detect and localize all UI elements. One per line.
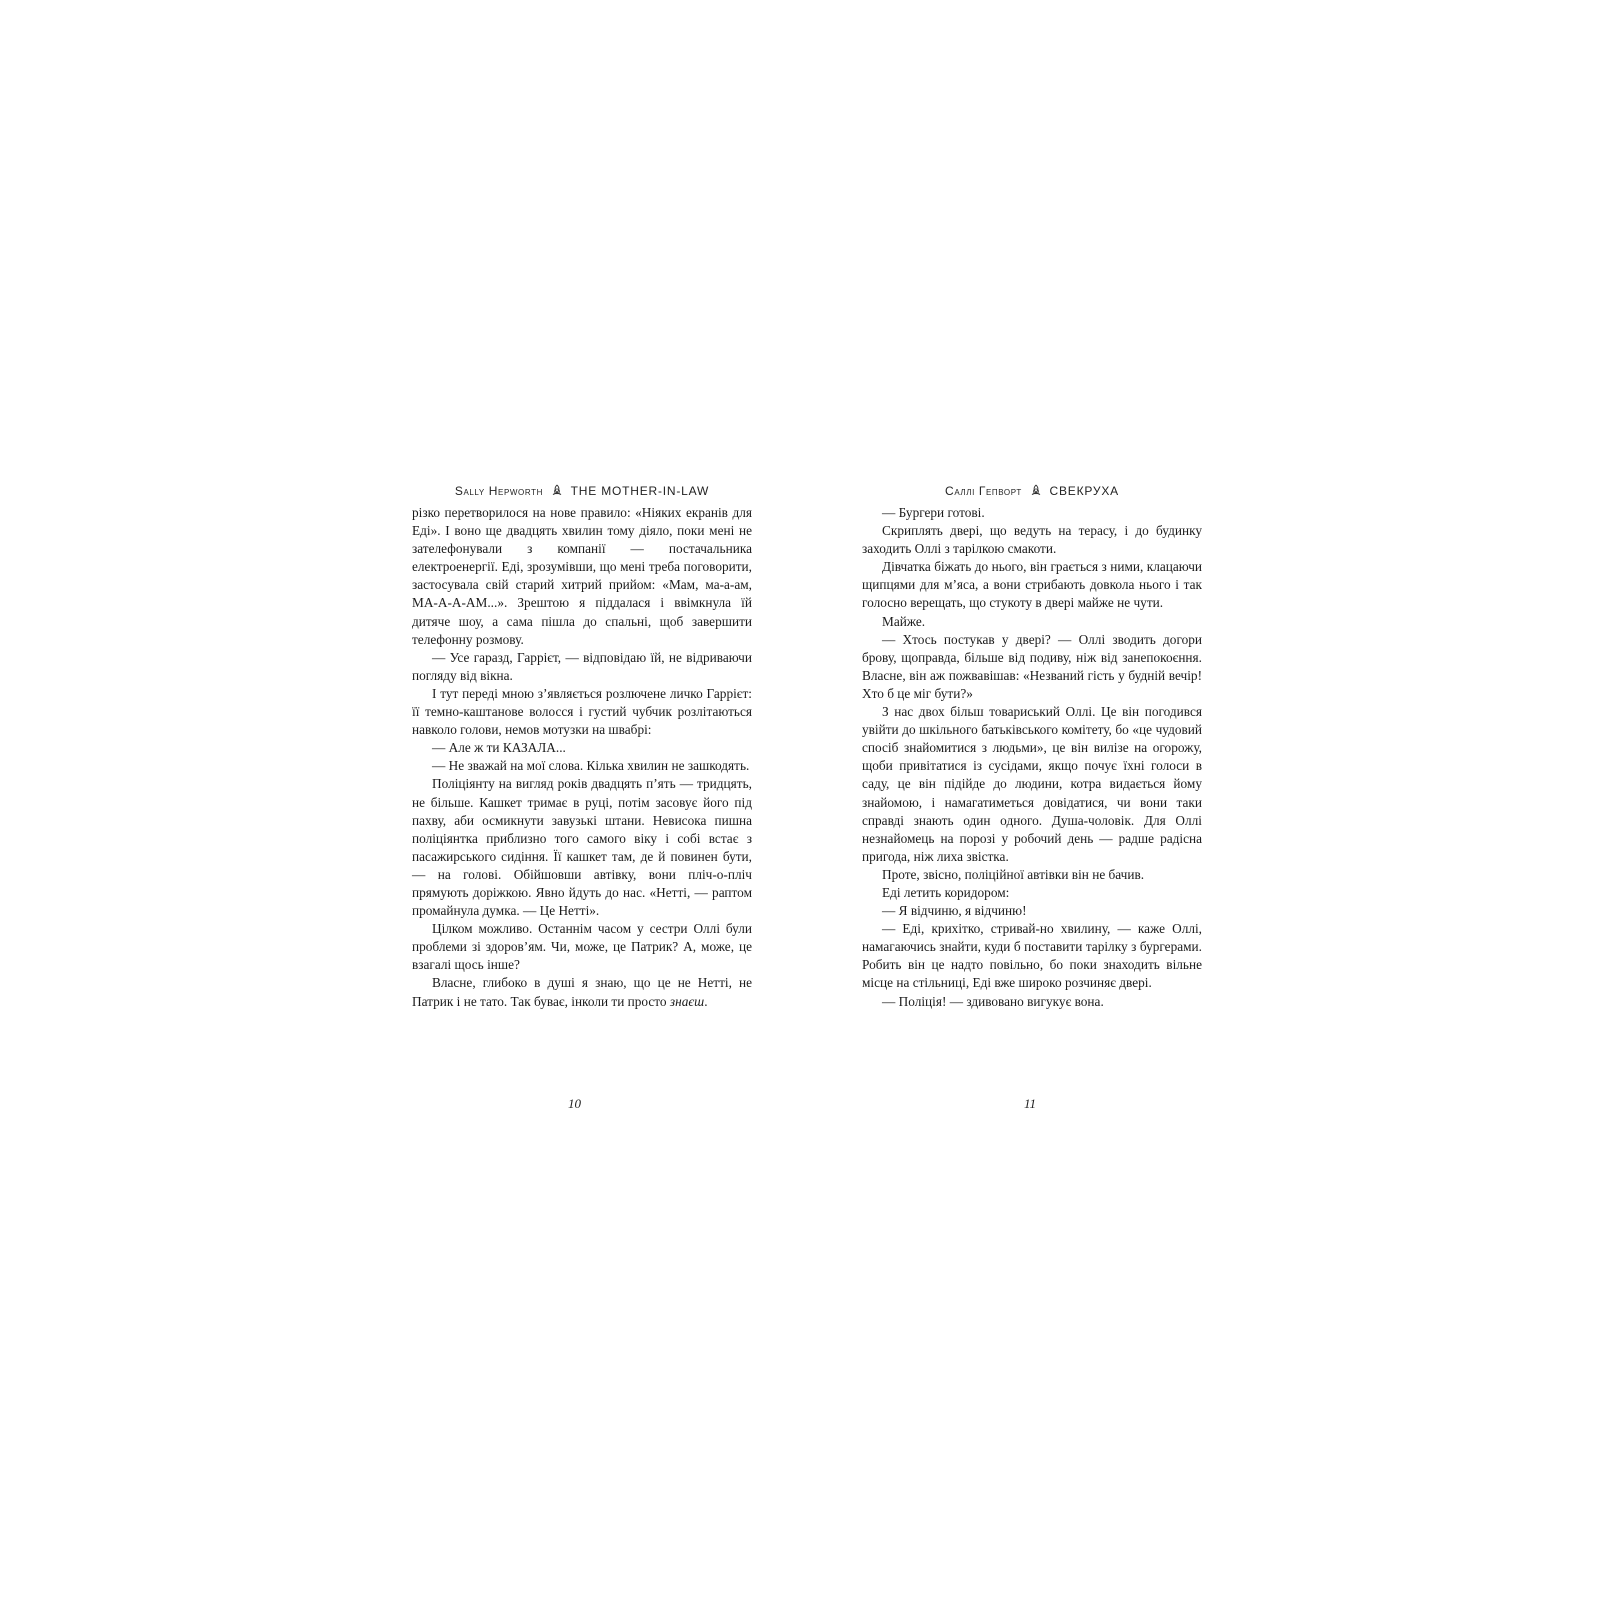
paragraph: різко перетворилося на нове правило: «Ніяких екранів для Еді». І воно ще двадцять хвилин тому діяло, поки мені не зателефонували з компанії — постачальника електроенергії. Еді, зрозумівши, що мені треба поговорити, застосувала свій старий хитрий прийом: «Мам, ма-а-ам, МА-А-А-АМ...». Зрештою я піддалася і ввімкнула їй дитяче шоу, а сама пішла до спальні, щоб завершити телефонну розмову.	[412, 505, 752, 647]
header-title: СВЕКРУХА	[1049, 484, 1119, 498]
paragraph: — Еді, крихітко, стривай-но хвилину, — каже Оллі, намагаючись знайти, куди б поставити тарілку з бургерами. Робить він це надто повільно, бо поки знаходить вільне місце на стільниці, Еді вже широко розчиняє двері.	[862, 921, 1202, 991]
header-author: Sally Hepworth	[454, 484, 543, 498]
paragraph: Цілком можливо. Останнім часом у сестри Оллі були проблеми зі здоров’ям. Чи, може, це Патрик? А, може, це взагалі щось інше?	[412, 921, 752, 973]
page-number: 11	[1024, 1096, 1037, 1111]
paragraph: — Усе гаразд, Гаррієт, — відповідаю їй, не відриваючи погляду від вікна.	[412, 649, 752, 683]
body-text	[412, 504, 752, 1011]
paragraph: Поліціянту на вигляд років двадцять п’ять — тридцять, не більше. Кашкет тримає в руці, потім засовує його під пахву, аби осмикнути завузькі штани. Невисока пишна поліціянтка приблизно того самого віку і собі встає з пасажирського сидіння. Її кашкет там, де й повинен бути, — на голові. Обійшовши автівку, вони пліч-о-пліч прямують доріжкою. Явно йдуть до нас. «Нетті, — раптом промайнула думка. — Це Нетті».	[412, 776, 752, 919]
paragraph: — Бургери готові.	[882, 505, 985, 520]
header-title: THE MOTHER-IN-LAW	[570, 484, 710, 498]
header-author: Саллі Гепворт	[945, 484, 1022, 498]
paragraph: — Я відчиню, я відчиню!	[882, 903, 1027, 919]
paragraph: Скриплять двері, що ведуть на терасу, і до будинку заходить Оллі з тарілкою смакоти.	[862, 523, 1202, 557]
paragraph: Еді летить коридором:	[882, 884, 1010, 900]
paragraph: — Не зважай на мої слова. Кілька хвилин не зашкодять.	[432, 758, 750, 774]
paragraph: І тут переді мною з’являється розлючене личко Гаррієт: її темно-каштанове волосся і густий чубчик розлітаються навколо голови, немов мотузки на швабрі:	[412, 685, 752, 738]
paragraph: — Але ж ти КАЗАЛА...	[432, 740, 566, 756]
paragraph: — Хтось постукав у двері? — Оллі зводить догори брову, щоправда, більше від подиву, ніж від занепокоєння. Власне, він аж пожвавішав: «Незваний гість у будній вечір! Хто б це міг бути?»	[862, 631, 1202, 701]
page-number: 10	[568, 1096, 581, 1111]
paragraph: З нас двох більш товариський Оллі. Це він погодився увійти до шкільного батьківського комітету, бо «це чудовий спосіб знайомитися з людьми», це він вилізе на огорожу, щоби привітатися із сусідами, якщо почує їхні голоси в саду, це він підійде до людини, котра видається йому знайомою, і намагатиметься довідатися, чи вони таки справді знають один одного. Душа-чоловік. Для Оллі незнайомець на порозі у робочий день — радше радісна пригода, ніж лиха звістка.	[862, 704, 1202, 864]
paragraph: Майже.	[882, 613, 926, 629]
left-page	[412, 482, 752, 1011]
paragraph: Власне, глибоко в душі я знаю, що це не Нетті, не Патрик і не тато. Так буває, інколи ти просто знаєш.	[412, 975, 752, 1009]
paragraph: Дівчатка біжать до нього, він грається з ними, клацаючи щипцями для м’яса, а вони стрибають довкола нього і так голосно верещать, що стукоту в двері майже не чути.	[862, 559, 1202, 611]
running-head	[862, 482, 1202, 500]
paragraph: — Поліція! — здивовано вигукує вона.	[882, 993, 1104, 1009]
right-page	[862, 482, 1202, 1011]
triquetra-icon	[550, 484, 564, 496]
paragraph: Проте, звісно, поліційної автівки він не бачив.	[882, 866, 1145, 882]
running-head	[412, 482, 752, 500]
triquetra-icon	[1029, 484, 1043, 496]
body-text	[862, 504, 1202, 1011]
